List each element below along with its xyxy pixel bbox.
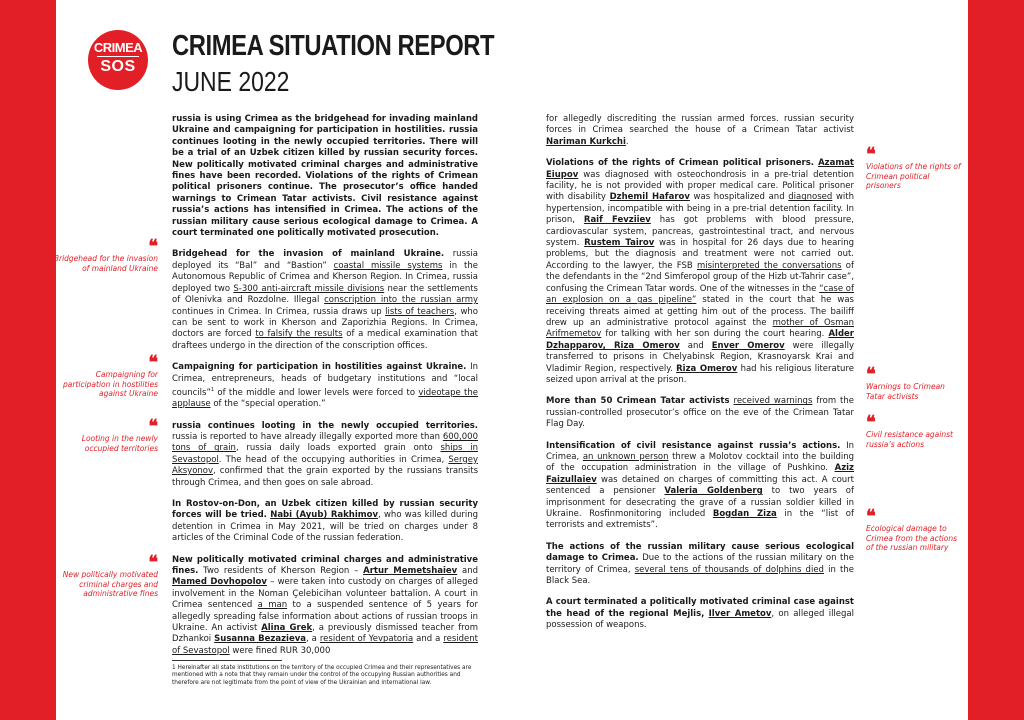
link-applause[interactable]: videotape the applause: [172, 387, 478, 410]
link-falsify[interactable]: to falsify the results: [255, 329, 343, 340]
section-court: A court terminated a politically motivated criminal case against the head of the regional Mejlis, Ilver Ametov, on alleged illegal possession of weapons.: [546, 597, 854, 631]
link-s300[interactable]: S-300 anti-aircraft missile divisions: [233, 283, 385, 294]
section-bridgehead: Bridgehead for the invasion of mainland Ukraine. russia deployed its “Bal” and “Bastion” coastal missile systems in the Autonomous Republic of Crimea and Kherson Region. In Crimea, russia deployed two S-300 anti-aircraft missile divisions near the settlements of Olenivka and Rozdolne. Illegal conscription into the russian army continues in Crimea. In Crimea, russia draws up lists of teachers, who can be sent to work in Kherson and Zaporizhia Regions. In Crimea, doctors are forced to falsify the results of a medical examination that draftees undergo in the direction of the conscription offices.: [172, 249, 479, 351]
quote-icon: ❝: [866, 412, 876, 433]
crimea-sos-logo: CRIMEA SOS: [88, 30, 148, 90]
link-enver-omerov[interactable]: Enver Omerov: [711, 340, 785, 351]
page-subtitle: JUNE 2022: [172, 66, 290, 97]
sidenote-prisoners: ❝ Violations of the rights of Crimean political prisoners: [866, 148, 966, 191]
section-campaigning: Campaigning for participation in hostilities against Ukraine. In Crimea, entrepreneurs, heads of budgetary institutions and “local councils”$^1$ of the middle and lower levels were forced to videotape the applause of the “special operation.”: [172, 362, 478, 410]
link-hafarov[interactable]: Dzhemil Hafarov: [609, 192, 690, 203]
link-missile-systems[interactable]: coastal missile systems: [333, 260, 443, 271]
sidenote-looting: ❝ Looting in the newly occupied territories: [50, 420, 158, 453]
link-rakhimov[interactable]: Nabi (Ayub) Rakhimov: [270, 510, 378, 521]
link-arifmemetov[interactable]: mother of Osman Arifmemetov: [546, 317, 854, 340]
link-dzhapparov-omerov[interactable]: Alder Dzhapparov, Riza Omerov: [546, 329, 854, 351]
sidenote-bridgehead: ❝ Bridgehead for the invasion of mainland Ukraine: [50, 240, 158, 273]
section-looting: russia continues looting in the newly occupied territories. russia is reported to have already illegally exported more than 600,000 tons of grain, russia daily loads exported grain onto ships in Sevastopol. The head of the occupying authorities in Crimea, Sergey Aksyonov, confirmed that the grain exported by the russians transits through Crimea, and then goes on sale abroad.: [172, 420, 479, 488]
link-ametov[interactable]: Ilver Ametov: [708, 608, 772, 619]
sidenote-campaigning: ❝ Campaigning for participation in hostilities against Ukraine: [50, 356, 158, 399]
link-riza-omerov[interactable]: Riza Omerov: [676, 363, 738, 374]
sidenote-charges: ❝ New politically motivated criminal charges and administrative fines: [50, 556, 158, 599]
section-resistance: Intensification of civil resistance against russia’s actions. In Crimea, an unknown person threw a Molotov cocktail into the building of the occupation administration in the village of Pushkino. Aziz Faizullaiev was detained on charges of committing this act. A court sentenced a pensioner Valeria Goldenberg to two years of imprisonment for desecrating the grave of a russian soldier killed in Ukraine. Rosfinmonitoring included Bogdan Ziza in the “list of terrorists and extremists”.: [546, 440, 854, 531]
quote-icon: ❝: [866, 364, 876, 385]
link-eiupov[interactable]: Azamat Eiupov: [546, 158, 854, 180]
link-conscription[interactable]: conscription into the russian army: [324, 295, 479, 306]
link-sevastopol[interactable]: resident of Sevastopol: [172, 634, 478, 656]
link-goldenberg[interactable]: Valeria Goldenberg: [664, 486, 763, 497]
sidenote-warnings: ❝ Warnings to Crimean Tatar activists: [866, 368, 966, 401]
column-right: [546, 114, 854, 642]
column-left: [172, 114, 478, 667]
quote-icon: ❝: [148, 352, 158, 373]
link-grek[interactable]: Alina Grek: [261, 623, 313, 634]
link-kurkchi[interactable]: Nariman Kurkchi: [546, 136, 626, 147]
link-teachers[interactable]: lists of teachers: [385, 306, 455, 317]
link-memetshaiev[interactable]: Artur Memetshaiev: [363, 566, 458, 577]
link-a-man[interactable]: a man: [257, 600, 288, 611]
left-red-bar: [0, 0, 56, 720]
quote-icon: ❝: [866, 506, 876, 527]
footnote: 1 Hereinafter all state institutions on the territory of the occupied Crimea and their representatives are mentioned with a note that they remain under the control of the occupying Russian authorities and therefore are not legitimate from the point of view of the Ukrainian and international law.: [172, 660, 478, 687]
quote-icon: ❝: [148, 236, 158, 257]
link-unknown-person[interactable]: an unknown person: [582, 451, 669, 462]
section-prisoners: Violations of the rights of Crimean political prisoners. Azamat Eiupov was diagnosed with osteochondrosis in a pre-trial detention facility, he is not provided with proper medical care. Political prisoner with disability Dzhemil Hafarov was hospitalized and diagnosed with hypertension, incompatible with being in a pre-trial detention facility. In prison, Raif Fevziiev has got problems with blood pressure, cardiovascular system, pancreas, gastrointestinal tract, and nervous system. Rustem Tairov was in hospital for 26 days due to hearing problems, but the diagnosis and treatment were not carried out. According to the lawyer, the FSB misinterpreted the conversations of the defendants in the “2nd Simferopol group of the Hizb ut-Tahrir case”, confusing the Crimean Tatar words. One of the witnesses in the “case of an explosion on a gas pipeline” stated in the court that he was receiving threats aimed at getting him out of the process. The bailiff drew up an administrative protocol against the mother of Osman Arifmemetov for talking with her son during the court hearing. Alder Dzhapparov, Riza Omerov and Enver Omerov were illegally transferred to prisons in Chelyabinsk Region, Krasnoyarsk Krai and Vladimir Region, respectively. Riza Omerov had his religious literature seized upon arrival at the prison.: [546, 158, 855, 385]
section-uzbek: In Rostov-on-Don, an Uzbek citizen killed by russian security forces will be tried. Nabi (Ayub) Rakhimov, who was killed during detention in Crimea in May 2021, will be tried on charges under 8 articles of the Criminal Code of the russian federation.: [172, 499, 479, 544]
link-ships[interactable]: ships in Sevastopol: [172, 443, 479, 465]
link-warnings[interactable]: received warnings: [733, 396, 813, 407]
link-diagnosed[interactable]: diagnosed: [788, 192, 833, 203]
page-title: CRIMEA SITUATION REPORT: [172, 30, 495, 62]
link-misinterpreted[interactable]: misinterpreted the conversations: [696, 260, 842, 271]
link-aksyonov[interactable]: Sergey Aksyonov: [172, 454, 478, 477]
link-bezazieva[interactable]: Susanna Bezazieva: [214, 634, 307, 645]
section-ecology: The actions of the russian military cause serious ecological damage to Crimea. Due to the actions of the russian military on the territory of Crimea, several tens of thousands of dolphins died in the Black Sea.: [546, 541, 854, 587]
link-yevpatoria[interactable]: resident of Yevpatoria: [319, 634, 414, 645]
intro-paragraph: russia is using Crimea as the bridgehead for invading mainland Ukraine and campaigning for participation in hostilities. russia continues looting in the newly occupied territories. There will be a trial of an Uzbek citizen killed by russian security forces. New politically motivated criminal charges and administrative fines have been recorded. Violations of the rights of Crimean political prisoners continue. The prosecutor’s office handed warnings to Crimean Tatar activists. Civil resistance against russia’s actions has intensified in Crimea. The actions of the russian military cause serious ecological damage to Crimea. A court terminated one politically motivated prosecution.: [172, 114, 478, 239]
sidenote-ecology: ❝ Ecological damage to Crimea from the actions of the russian military: [866, 510, 966, 553]
link-tairov[interactable]: Rustem Tairov: [584, 238, 655, 249]
link-dolphins[interactable]: several tens of thousands of dolphins died: [634, 564, 824, 575]
link-dovhopolov[interactable]: Mamed Dovhopolov: [172, 577, 267, 588]
quote-icon: ❝: [148, 552, 158, 573]
link-ziza[interactable]: Bogdan Ziza: [712, 509, 777, 519]
section-warnings: More than 50 Crimean Tatar activists received warnings from the russian-controlled prosecutor’s office on the eve of the Crimean Tatar Flag Day.: [546, 396, 855, 430]
quote-icon: ❝: [866, 144, 876, 165]
quote-icon: ❝: [148, 416, 158, 437]
section-charges: New politically motivated criminal charges and administrative fines. Two residents of Kherson Region – Artur Memetshaiev and Mamed Dovhopolov – were taken into custody on charges of alleged involvement in the Noman Çelebicihan volunteer battalion. A court in Crimea sentenced a man to a suspended sentence of 5 years for allegedly spreading false information about actions of russian troops in Ukraine. An activist Alina Grek, a previously dismissed teacher from Dzhankoi Susanna Bezazieva, a resident of Yevpatoria and a resident of Sevastopol were fined RUR 30,000: [172, 554, 478, 656]
right-red-bar: [968, 0, 1024, 720]
link-gas-pipeline[interactable]: “case of an explosion on a gas pipeline”: [546, 283, 854, 306]
link-fevziiev[interactable]: Raif Fevziiev: [583, 215, 651, 226]
section-charges-continued: for allegedly discrediting the russian armed forces. russian security forces in Crimea searched the house of a Crimean Tatar activist Nariman Kurkchi.: [546, 114, 854, 147]
sidenote-resistance: ❝ Civil resistance against russia’s actions: [866, 416, 966, 449]
link-grain[interactable]: 600,000 tons of grain: [172, 431, 478, 454]
link-faizullaiev[interactable]: Aziz Faizullaiev: [546, 463, 854, 485]
